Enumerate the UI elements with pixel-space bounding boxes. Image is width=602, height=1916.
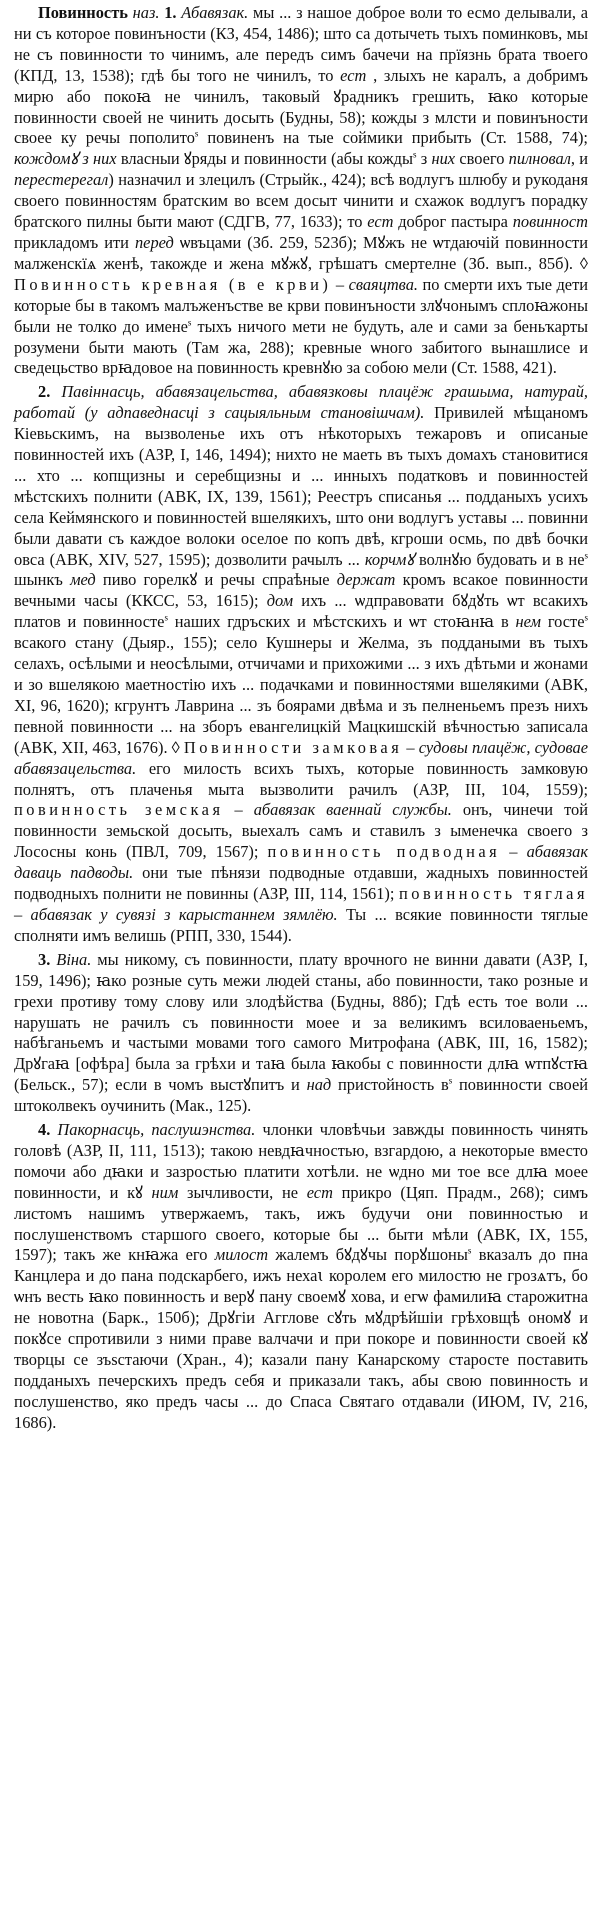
text-segment: госте [541,612,585,632]
text-segment: сваяцтва. [348,274,418,294]
text-segment: – [331,274,349,294]
text-segment: мы ... з нашое доброе воли то есмо делывали, а ни съ которое повинъности (КЗ, 454, 1486); што са дотычеть тыхъ поминковъ, мы не съ повинности то чинимъ, але передъ симъ бачечи на прїязнь брата твоего (КПД, 13, 1538); гдѣ бы того не чинилъ, то [14,3,588,85]
text-segment: s [164,612,168,623]
text-segment: повинен [198,128,266,148]
sense-2-paragraph [14,382,588,946]
dictionary-entry-povinnost [14,3,588,1434]
text-segment: , и [570,149,589,169]
text-segment: повинность подводная [267,842,501,862]
text-segment: них [431,149,456,169]
text-segment: повинность земская [14,800,224,820]
text-segment: ест [367,212,394,232]
text-segment: Повинности замковая [183,737,403,757]
text-segment: пилновал [508,149,571,169]
text-segment: повинность тяглая [399,884,588,904]
text-segment: перед [134,232,174,252]
text-segment: Повинность кревная (в е крви) [14,274,332,294]
text-segment: ѡвъцами (Зб. 259, 523б); Мꙋжъ не ѡтдаючій повинности малженскїѧ женѣ, такожде и жена мꙋжꙋ, грѣшатъ смертелне (Зб. вып., 85б). ◊ [14,232,588,273]
text-segment: – [500,842,527,862]
text-segment: s [448,1075,453,1086]
text-segment: Повинность [38,3,128,22]
text-segment: мед [70,570,96,590]
text-segment: тыхъ ничого мети не будуть, але и сами за беньҡарты розумени быти мають (Там жа, 288); кревные ѡного забитого вынашлисе и сведецьство врꙗдовое на повинность кревнꙋю за собою мели (Ст. 1588, 421). [14,316,589,378]
text-segment: ихъ ... ѡдправовати бꙋдꙋть ѡт всакихъ платов и повинносте [14,591,588,632]
text-segment: абавязак ваеннай службы. [253,800,452,820]
text-segment: своего [455,149,509,169]
text-segment: судовы плацёж, судовае абавязацельства. [14,737,589,778]
text-segment: пристойность в [331,1075,449,1095]
text-segment: прикладомъ ити [14,232,135,252]
text-segment: s [584,612,588,623]
text-segment: 3. [38,949,51,969]
text-segment: кождомꙋ з них [14,149,117,169]
text-segment: на тые соймики прибыть (Ст. 1588, 74); [274,128,588,148]
text-segment: Віна. [50,949,92,969]
text-segment: ) назначил и злецилъ (Стрыйк., 424); всѣ водлугъ шлюбу и рукоданя своего повинностям братским во всем досыт чинити и схажок водлугъ порадку братского пилны быти мают (СДГВ, 77, 1633); то [14,170,588,232]
text-segment: корчмꙋ [364,549,415,569]
text-segment: жалемъ бꙋдꙋчы порꙋшоны [268,1245,468,1265]
text-segment: пиво горелкꙋ и речы спраѣные [95,570,337,590]
text-segment: s [187,317,192,328]
text-segment: держат [336,570,396,590]
text-segment: – [402,737,419,757]
text-segment: перестерегал [14,170,109,190]
text-segment: Павіннасць, абавязацельства, абавязковы плацёж грашыма, натурай, работай (у адпаведнасці з сацыяльным становішчам). [14,382,588,423]
text-segment: s [584,550,588,561]
text-segment: они тые пѣнязи подводные отдавши, жадныхъ повинностей подводныхъ полнити не повинны (АЗР, III, 114, 1561); [14,863,588,904]
text-segment: ним [151,1182,179,1202]
text-segment: нем [515,612,542,632]
sense-3-paragraph [14,950,588,1117]
text-segment: волнꙋю будовать и в не [414,549,585,569]
text-segment: всакого стану (Дыяр., 155); село Кушнеры и Желма, зъ поддаными въ тыхъ селахъ, осѣлыми и неосѣлыми, отчичами и прихожими ... з ихъ дѣтьми и жонами и зо вшелякою маетностію ихъ ... подачками и повинностями вшелякими (АВК, XI, 96, 1620); кгрунтъ Лаврина ... зъ боярами двѣма и зъ пелненьемъ презъ нихъ певной повинности ... на зборъ евангелицкій Мацкишскій вѣчностью записала (АВК, XII, 463, 1676). ◊ [14,633,588,757]
text-segment: по смерти ихъ тые дети которые бы в такомъ малъженъстве ве крви повинъности злꙋчонымъ сплоꙗжоны были не толко до имене [14,274,589,336]
text-segment: его милость всихъ тыхъ, которые повинность замковую полнятъ, отъ плаченья мыта вызволити рачилъ (АЗР, III, 104, 1559); [14,758,588,799]
text-segment: повинност [512,212,588,232]
text-segment: шынкъ [14,570,71,590]
text-segment: кромъ всакое повинности вечными часы (ККСС, 53, 1615); [14,570,588,611]
text-segment: 2. [38,382,51,402]
text-segment: ест [306,1182,333,1202]
sense-1-paragraph [14,3,588,379]
text-segment: Пакорнасць, паслушэнства. [50,1120,256,1140]
text-segment: 4. [38,1120,51,1140]
text-segment: повинности своей штоколвекъ оучинить (Мак., 125). [14,1075,588,1116]
text-segment: з [416,149,432,169]
text-segment: ест [340,65,367,85]
text-segment: наших гдръских и мѣстскихъ и ѡт стоꙗнꙗ в [167,612,516,632]
text-segment: Привилей мѣщаномъ Кіевьскимъ, на вызволенье ихъ отъ нѣкоторыхъ тежаровъ и описаные повинностей ихъ (АЗР, I, 146, 1494); нихто не маеть въ тыхъ домахъ становитися ... хто ... копщизны и серебщизны и ... инныхъ податковъ и повинностей мѣстскихъ полнити (АВК, IX, 139, 1561); Реестръ списанья ... подданыхъ усихъ села Кеймянского и повинностей вшелякихъ, што они водлугъ уставы ... повинни были давати съ каждое волоки оселое по копъ двѣ, кгроши осмь, по двѣ бочки овса (АВК, XIV, 527, 1595); дозволити рачылъ ... [14,403,588,569]
sense-4-paragraph [14,1120,588,1434]
text-segment: s [467,1246,472,1256]
text-segment: абавязак у сувязі з карыстаннем зямлёю. [30,904,338,924]
text-segment: s [412,149,417,160]
text-segment: дом [266,591,294,611]
text-segment: власныи ꙋряды и повинности (абы кожды [116,149,413,169]
text-segment: s [194,128,199,139]
text-segment: ъ [265,128,275,148]
text-segment: абавязак даваць падводы. [14,842,589,883]
text-segment: Ты ... всякие повинности тяглые сполняти имъ велишь (РПП, 330, 1544). [14,904,588,945]
text-segment: Абавязак. [176,3,249,22]
text-segment: , злыхъ не каралъ, а добримъ мирю або покоꙗ не чинилъ, таковый ꙋрадникъ грешить, ꙗко которые повинности своей не чинить досыть (Будны, 58); кожды з млсти и повинъности своее ку речы пополито [14,65,588,148]
text-segment: доброг пастыра [393,212,513,232]
text-segment: зычливости, не [178,1182,307,1202]
text-segment: члонки чловѣчьи завжды повинность чинять головѣ (АЗР, II, 111, 1513); такою невдꙗчностью, взгардою, а некоторые вместо помочи або дꙗки и зазростью платити хотѣли. не ѡдно ми тое все длꙗ моее повинности, и кꙋ [14,1120,588,1202]
text-segment: онъ, чинечи той повинности земьской досыть, выехалъ самъ и ставилъ з ыменечка своего з Лососны конь (ПВЛ, 709, 1567); [14,800,589,862]
text-segment: над [306,1075,332,1095]
text-segment: – [14,904,31,924]
text-segment: 1. [164,3,177,22]
text-segment: наз. [127,3,165,22]
text-segment: милост [214,1245,269,1265]
text-segment: мы никому, съ повинности, плату врочного не винни давати (АЗР, I, 159, 1496); ꙗко розные суть межи людей станы, або повинности, тако розные и грехи противу тому слову или злодѣйства (Будны, 88б); Гдѣ есть тое воли ... нарушать не рачилъ съ повинности моее и за великимъ всиловаеньемъ, набѣганьемъ и частыми мовами того самого Митрофана (АВК, III, 16, 1582); Дрꙋгаꙗ [офѣра] была за грѣхи и таꙗ была ꙗкобы с повинности длꙗ ѡтпꙋстꙗ (Бельск., 57); если в чомъ выстꙋпитъ и [14,949,588,1095]
text-segment: прикро (Цяп. Прадм., 268); симъ листомъ нашимъ утвержаемъ, такъ, ижъ будучи они повинностью и послушенствомъ старшого своего, которые бы ... быти мѣли (АВК, IX, 155, 1597); такъ же кнꙗжа его [14,1182,588,1265]
text-segment: вказалъ до пна Канцлера и до пана подскарбего, ижъ нехаꙇ королем его милостю не грозѧтъ, бо ѡнъ весть ꙗко повинность и верꙋ пану своемꙋ хова, и егѡ фамилиꙗ старожитна не новотна (Барк., 150б); Дрꙋгіи Агглове сꙋть мꙋдрѣйшіи грѣховщѣ ономꙋ и покꙋсе спротивили з ними праве валчачи и при покоре и повинности своей кꙋ творцы се зъѕстаючи (Хран., 4); казали пану Канарскому старосте поставить подданыхъ печерскихъ предъ себя и приказали такъ, абы свою повинность и послушенство, яко предъ часы ... до Спаса Святаго отдавали (ИЮМ, IV, 216, 1686). [14,1245,588,1432]
text-segment: – [223,800,254,820]
